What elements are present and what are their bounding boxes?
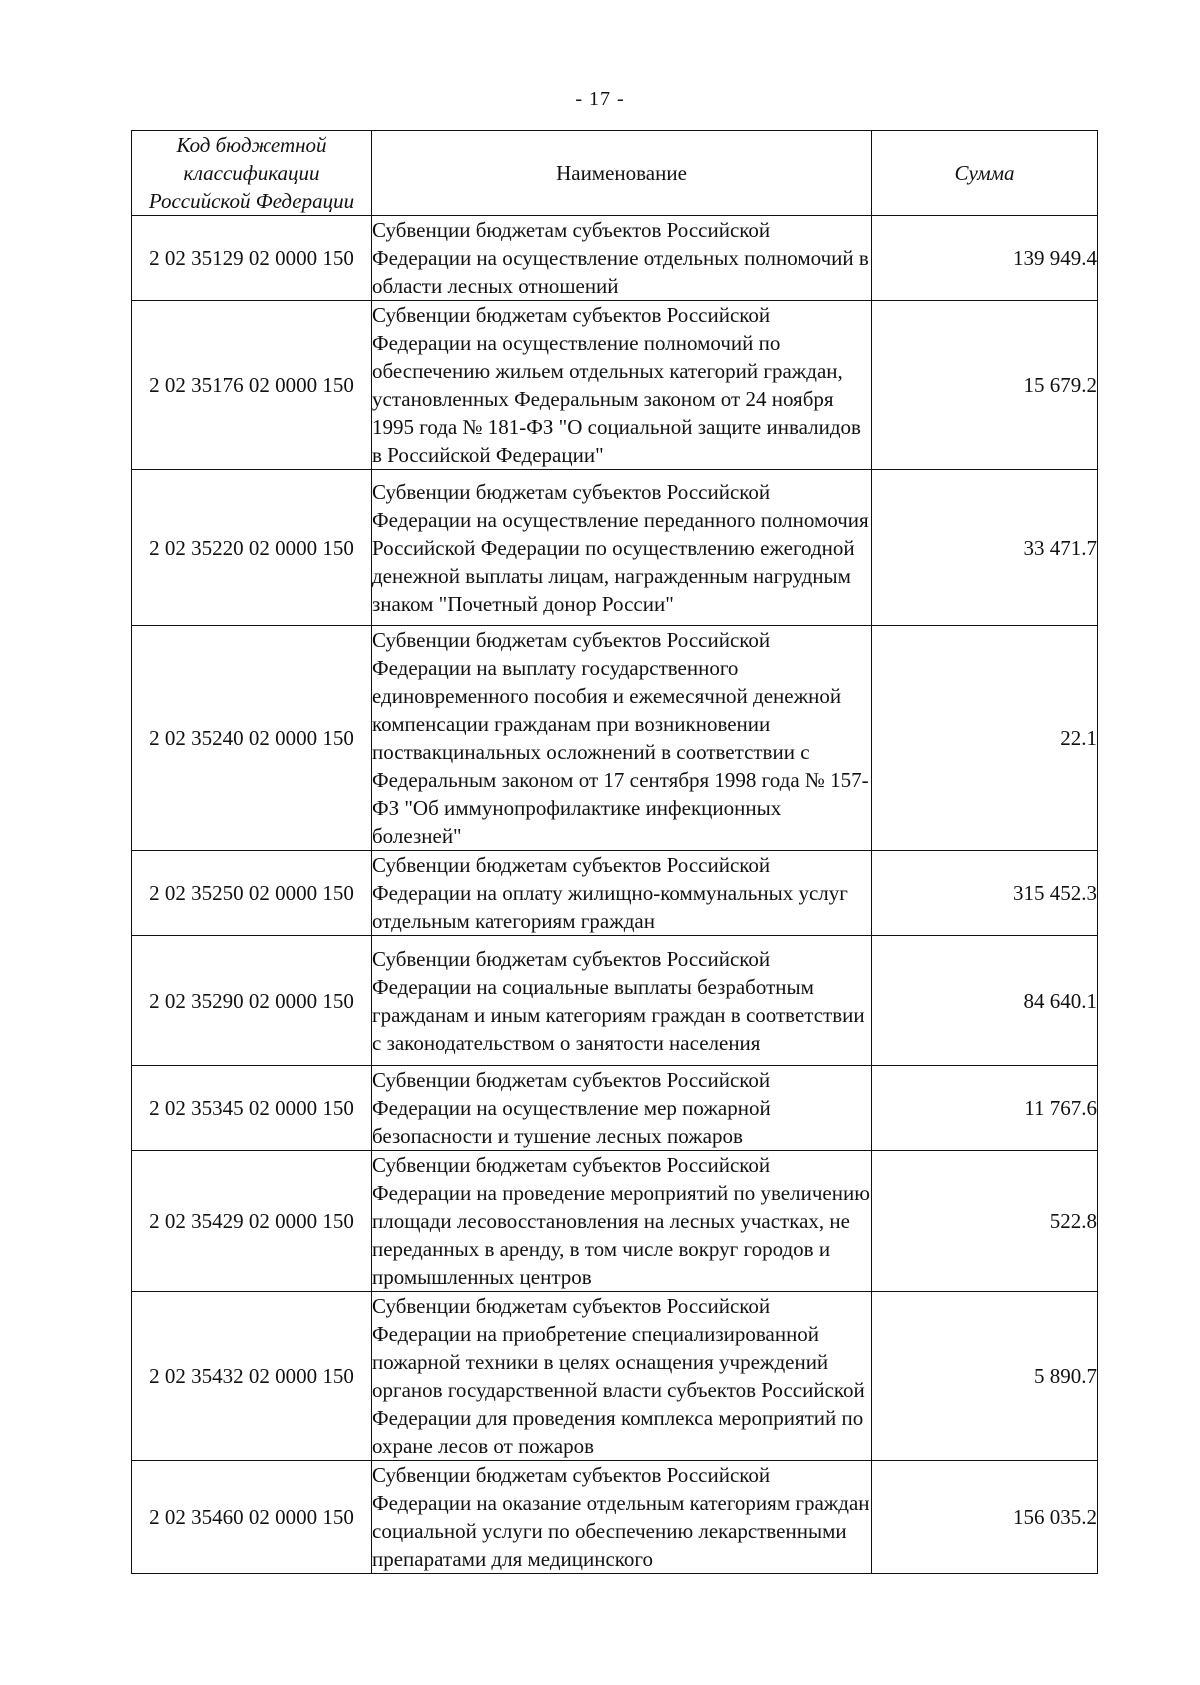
row-name: Субвенции бюджетам субъектов Российской Федерации на осуществление отдельных полномочий в области лесных отношений bbox=[372, 216, 872, 301]
row-code: 2 02 35240 02 0000 150 bbox=[132, 626, 372, 851]
budget-table bbox=[131, 130, 1098, 1574]
table-row bbox=[132, 1292, 1098, 1461]
row-sum: 522.8 bbox=[872, 1151, 1098, 1292]
row-code: 2 02 35429 02 0000 150 bbox=[132, 1151, 372, 1292]
row-code: 2 02 35432 02 0000 150 bbox=[132, 1292, 372, 1461]
row-sum: 33 471.7 bbox=[872, 470, 1098, 626]
row-sum: 15 679.2 bbox=[872, 301, 1098, 470]
table-row bbox=[132, 1066, 1098, 1151]
row-name: Субвенции бюджетам субъектов Российской Федерации на осуществление мер пожарной безопасности и тушение лесных пожаров bbox=[372, 1066, 872, 1151]
row-code: 2 02 35250 02 0000 150 bbox=[132, 851, 372, 936]
row-name: Субвенции бюджетам субъектов Российской Федерации на оказание отдельным категориям граждан социальной услуги по обеспечению лекарственными препаратами для медицинского bbox=[372, 1461, 872, 1574]
table-row bbox=[132, 851, 1098, 936]
row-name: Субвенции бюджетам субъектов Российской Федерации на оплату жилищно-коммунальных услуг отдельным категориям граждан bbox=[372, 851, 872, 936]
row-code: 2 02 35345 02 0000 150 bbox=[132, 1066, 372, 1151]
table-row bbox=[132, 936, 1098, 1066]
table-row bbox=[132, 301, 1098, 470]
row-sum: 11 767.6 bbox=[872, 1066, 1098, 1151]
row-sum: 315 452.3 bbox=[872, 851, 1098, 936]
page-number: - 17 - bbox=[575, 88, 625, 110]
row-code: 2 02 35460 02 0000 150 bbox=[132, 1461, 372, 1574]
row-sum: 84 640.1 bbox=[872, 936, 1098, 1066]
row-sum: 139 949.4 bbox=[872, 216, 1098, 301]
row-name: Субвенции бюджетам субъектов Российской Федерации на приобретение специализированной пожарной техники в целях оснащения учреждений органов государственной власти субъектов Российской Федерации для проведения комплекса мероприятий по охране лесов от пожаров bbox=[372, 1292, 872, 1461]
row-sum: 5 890.7 bbox=[872, 1292, 1098, 1461]
table-row bbox=[132, 1151, 1098, 1292]
table-row bbox=[132, 470, 1098, 626]
row-sum: 156 035.2 bbox=[872, 1461, 1098, 1574]
table-row bbox=[132, 626, 1098, 851]
row-code: 2 02 35220 02 0000 150 bbox=[132, 470, 372, 626]
row-code: 2 02 35290 02 0000 150 bbox=[132, 936, 372, 1066]
row-name: Субвенции бюджетам субъектов Российской Федерации на осуществление переданного полномочия Российской Федерации по осуществлению ежегодной денежной выплаты лицам, награжденным нагрудным знаком "Почетный донор России" bbox=[372, 470, 872, 626]
row-name: Субвенции бюджетам субъектов Российской Федерации на осуществление полномочий по обеспечению жильем отдельных категорий граждан, установленных Федеральным законом от 24 ноября 1995 года № 181-ФЗ "О социальной защите инвалидов в Российской Федерации" bbox=[372, 301, 872, 470]
row-name: Субвенции бюджетам субъектов Российской Федерации на социальные выплаты безработным гражданам и иным категориям граждан в соответствии с законодательством о занятости населения bbox=[372, 936, 872, 1066]
row-code: 2 02 35129 02 0000 150 bbox=[132, 216, 372, 301]
header-code: Код бюджетной классификации Российской Федерации bbox=[132, 131, 372, 216]
table-row bbox=[132, 216, 1098, 301]
header-sum: Сумма bbox=[872, 131, 1098, 216]
row-sum: 22.1 bbox=[872, 626, 1098, 851]
table-row bbox=[132, 1461, 1098, 1574]
row-code: 2 02 35176 02 0000 150 bbox=[132, 301, 372, 470]
header-name: Наименование bbox=[372, 131, 872, 216]
row-name: Субвенции бюджетам субъектов Российской Федерации на выплату государственного единовременного пособия и ежемесячной денежной компенсации гражданам при возникновении поствакцинальных осложнений в соответствии с Федеральным законом от 17 сентября 1998 года № 157-ФЗ "Об иммунопрофилактике инфекционных болезней" bbox=[372, 626, 872, 851]
table-header-row bbox=[132, 131, 1098, 216]
row-name: Субвенции бюджетам субъектов Российской Федерации на проведение мероприятий по увеличению площади лесовосстановления на лесных участках, не переданных в аренду, в том числе вокруг городов и промышленных центров bbox=[372, 1151, 872, 1292]
